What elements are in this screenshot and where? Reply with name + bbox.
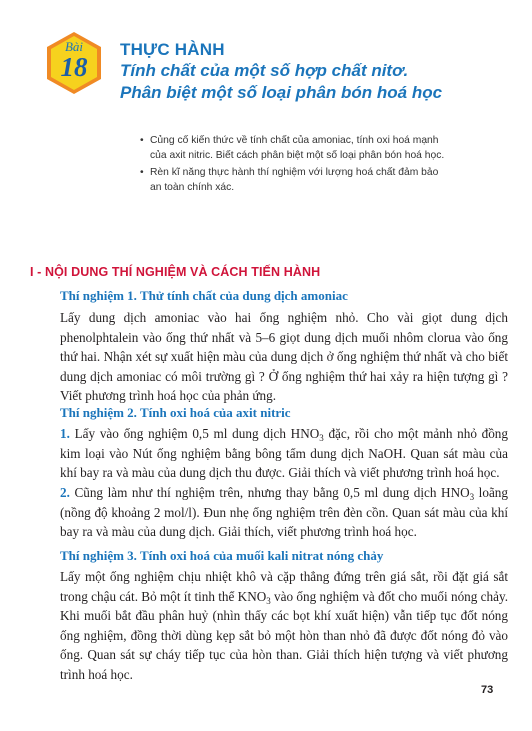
step-number: 1. — [60, 426, 70, 441]
goal-item: • Củng cố kiến thức về tính chất của amoniac, tính oxi hoá mạnh của axit nitric. Biết cách phân biệt một số loại phân bón hoá học. — [140, 135, 445, 161]
title-line-1: THỰC HÀNH — [120, 40, 225, 59]
page-number: 73 — [481, 684, 494, 696]
experiment-2-title: Thí nghiệm 2. Tính oxi hoá của axit nitric — [60, 405, 291, 420]
experiment-2-step-2: 2. Cũng làm như thí nghiệm trên, nhưng thay bằng 0,5 ml dung dịch $HNO_3$ loãng (nồng độ khoảng 2 mol/l). Đun nhẹ ống nghiệm trên đèn cồn. Quan sát màu của khí bay ra và màu của dung dịch. Giải thích, viết phương trình hoá học. — [60, 485, 508, 540]
experiment-3-title: Thí nghiệm 3. Tính oxi hoá của muối kali nitrat nóng chảy — [60, 548, 384, 563]
lesson-badge — [44, 30, 104, 96]
title-line-3: Phân biệt một số loại phân bón hoá học — [120, 83, 443, 102]
experiment-2-step-1: 1. Lấy vào ống nghiệm 0,5 ml dung dịch $HNO_3$ đặc, rồi cho một mảnh nhỏ đồng kim loại vào Nút ống nghiệm bằng bông tẩm dung dịch NaOH. Quan sát màu của khí bay ra và màu của dung dịch thu được. Giải thích và viết phương trình hoá học. — [60, 426, 508, 481]
step-number: 2. — [60, 485, 70, 500]
goal-item: • Rèn kĩ năng thực hành thí nghiệm với lượng hoá chất đảm bảo an toàn chính xác. — [140, 167, 439, 193]
badge-label: Bài — [64, 39, 84, 54]
experiment-3-text: Lấy một ống nghiệm chịu nhiệt khô và cặp thẳng đứng trên giá sắt, rồi đặt giá sắt trong chậu cát. Bỏ một ít tinh thể $KNO_3$ vào ống nghiệm và đốt cho muối nóng chảy. Khi muối bắt đầu phân huỷ (nhìn thấy các bọt khí xuất hiện) vẫn tiếp tục đốt nóng ống nghiệm, đồng thời dùng kẹp sắt bỏ một hòn than nhỏ đã được đốt nóng đỏ vào ống. Quan sát sự cháy tiếp tục của hòn than. Giải thích hiện tượng và viết phương trình hoá học. — [60, 569, 508, 682]
lesson-title — [120, 40, 442, 104]
section-heading: I - NỘI DUNG THÍ NGHIỆM VÀ CÁCH TIẾN HÀNH — [30, 265, 321, 279]
bullet-dot-icon: • — [140, 135, 144, 146]
bullet-dot-icon: • — [140, 167, 144, 178]
experiment-1-text: Lấy dung dịch amoniac vào hai ống nghiệm nhỏ. Cho vài giọt dung dịch phenolphtalein vào ống thứ nhất và 5–6 giọt dung dịch muối nhôm clorua vào ống thứ hai. Nhận xét sự xuất hiện màu của dung dịch ở ống nghiệm thứ nhất và cho biết dung dịch amoniac có môi trường gì ? Ở ống nghiệm thứ hai xảy ra hiện tượng gì ? Viết phương trình hoá học của phản ứng. — [60, 310, 508, 404]
title-line-2: Tính chất của một số hợp chất nitơ. — [120, 61, 409, 80]
badge-number: 18 — [60, 52, 88, 82]
experiment-1-title: Thí nghiệm 1. Thử tính chất của dung dịch amoniac — [60, 288, 348, 303]
lesson-goals — [140, 133, 500, 197]
